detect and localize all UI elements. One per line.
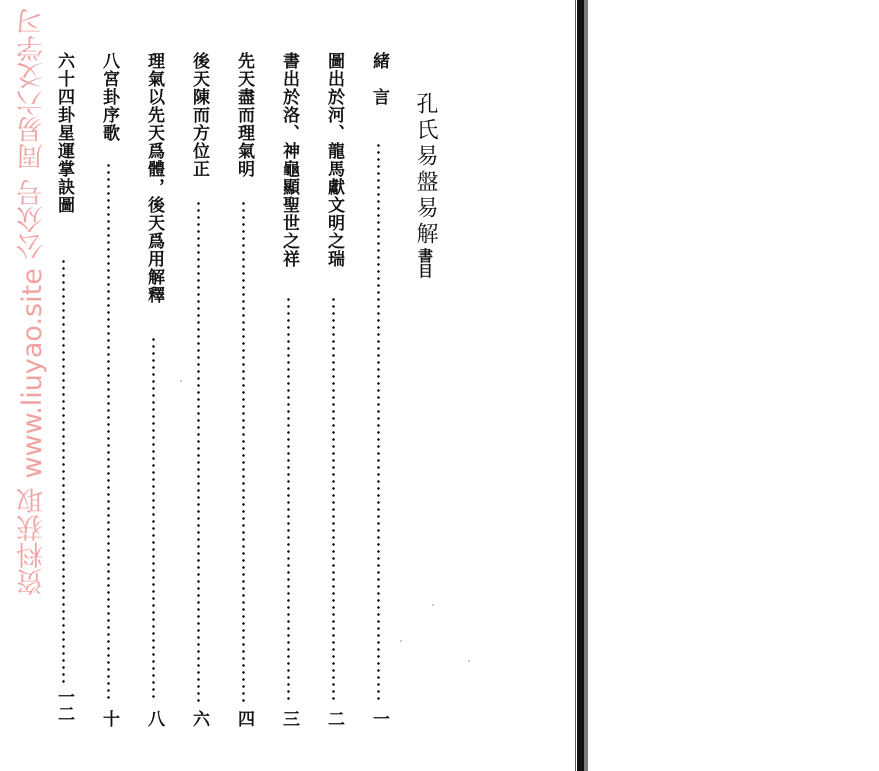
- toc-entry-page: 一二: [54, 688, 74, 722]
- toc-entry-leader: [62, 258, 65, 686]
- toc-entry-title: 緒 言: [369, 52, 389, 106]
- toc-entry-leader: [242, 200, 245, 702]
- book-title-text: 孔氏易盤易解: [413, 92, 438, 248]
- toc-entry-title: 八宮卦序歌: [99, 52, 119, 142]
- book-spine: [577, 0, 584, 771]
- toc-entry-leader: [287, 296, 290, 702]
- scan-speck: [432, 604, 434, 606]
- toc-entry-page: 二: [324, 710, 344, 727]
- book-spine-shadow: [584, 0, 588, 771]
- toc-entry-leader: [197, 200, 200, 702]
- toc-entry-title: 理氣以先天爲體，後天爲用解釋: [144, 52, 164, 304]
- watermark-text: 资料获取 www.liuyao.site 公众号 周易六爻学习: [17, 8, 48, 596]
- toc-entry-title: 六十四卦星運掌訣圖: [54, 52, 74, 214]
- book-gutter-edge: [575, 0, 576, 771]
- book-title: [412, 92, 438, 278]
- scan-speck: [180, 380, 182, 382]
- toc-entry-title: 圖出於河、龍馬獻文明之瑞: [324, 52, 344, 268]
- toc-entry-leader: [377, 142, 380, 702]
- scan-speck: [400, 640, 402, 642]
- toc-entry-page: 十: [99, 710, 119, 727]
- toc-entry-title: 後天陳而方位正: [189, 52, 209, 178]
- toc-entry-leader: [332, 296, 335, 702]
- toc-entry-page: 四: [234, 710, 254, 727]
- toc-entry-leader: [107, 162, 110, 702]
- toc-entry-page: 六: [189, 710, 209, 727]
- toc-entry-page: 八: [144, 710, 164, 727]
- toc-entry-title: 先天盡而理氣明: [234, 52, 254, 178]
- scan-speck: [468, 660, 470, 662]
- toc-entry-page: 一: [369, 710, 389, 727]
- toc-entry-title: 書出於洛、神龜顯聖世之祥: [279, 52, 299, 268]
- book-title-suffix: 書目: [416, 248, 434, 278]
- toc-entry-leader: [152, 336, 155, 702]
- toc-entry-page: 三: [279, 710, 299, 727]
